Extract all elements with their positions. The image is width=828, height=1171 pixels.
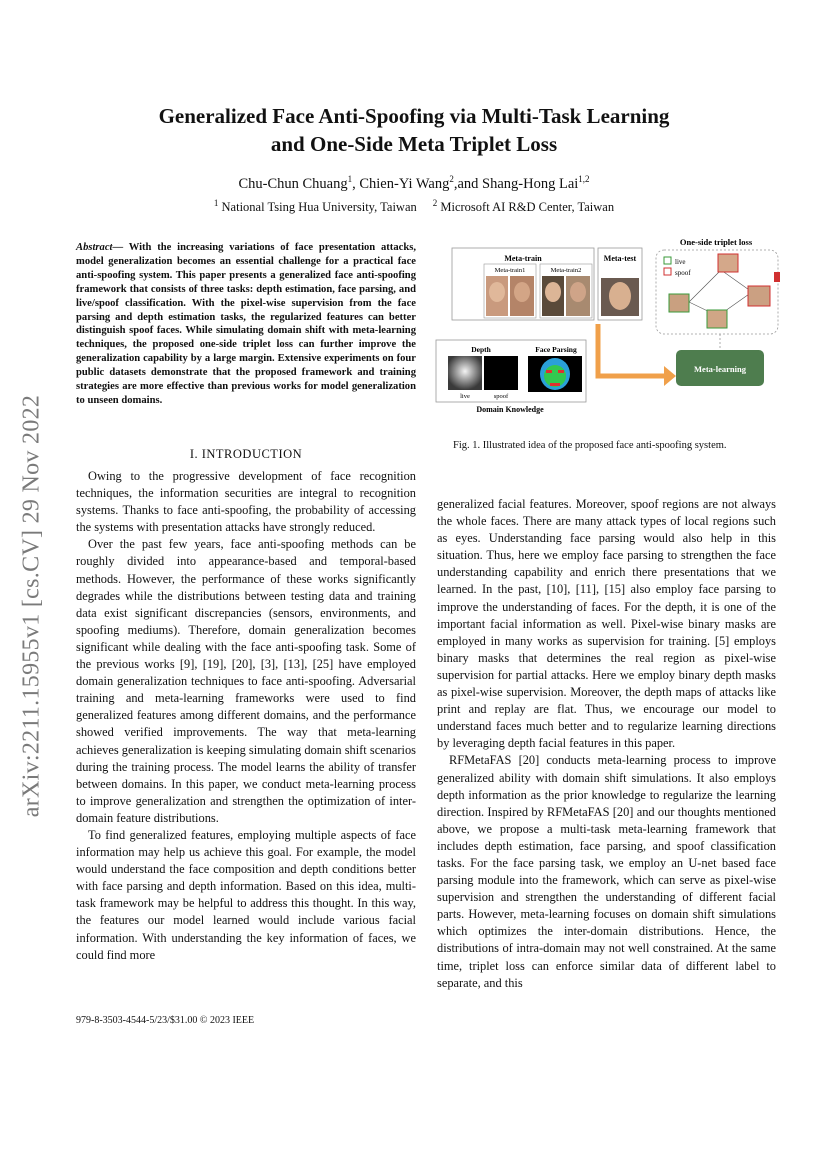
face-thumbnail bbox=[707, 310, 727, 328]
left-column-text bbox=[76, 468, 416, 964]
face-parsing-map bbox=[528, 356, 582, 392]
legend-spoof-label: spoof bbox=[675, 269, 691, 277]
flow-arrow bbox=[598, 324, 666, 376]
abstract-label: Abstract bbox=[76, 242, 113, 253]
meta-train1-label: Meta-train1 bbox=[494, 267, 526, 274]
face-thumbnail bbox=[542, 276, 590, 316]
triplet-loss-title: One-side triplet loss bbox=[679, 237, 753, 247]
figure-1 bbox=[434, 230, 780, 430]
right-column-text bbox=[437, 496, 776, 992]
flow-arrowhead bbox=[664, 366, 676, 386]
paper-title-line1: Generalized Face Anti-Spoofing via Multi-Task Learning bbox=[158, 104, 670, 128]
affiliation: National Tsing Hua University, Taiwan bbox=[221, 200, 417, 214]
copyright-footer: 979-8-3503-4544-5/23/$31.00 © 2023 IEEE bbox=[76, 1015, 255, 1026]
depth-label: Depth bbox=[471, 345, 491, 354]
author-list: Chu-Chun Chuang$^1$, Chien-Yi Wang$^2$,and Shang-Hong Lai$^{1,2}$ bbox=[238, 174, 590, 192]
section-heading: I. INTRODUCTION bbox=[189, 447, 303, 461]
figure-caption: Fig. 1. Illustrated idea of the proposed face anti-spoofing system. bbox=[453, 440, 727, 451]
paper-title-line2: and One-Side Meta Triplet Loss bbox=[270, 132, 558, 156]
meta-train2-label: Meta-train2 bbox=[550, 267, 582, 274]
depth-spoof-label: spoof bbox=[493, 393, 509, 400]
meta-train-label: Meta-train bbox=[504, 254, 542, 263]
paragraph: Over the past few years, face anti-spoofing methods can be roughly divided into appearance-based and temporal-based methods. However, the performance of these works significantly degrades while the distributions between testing data and training data exist significant discrepancies (sensors, environments, and spoofing mediums). Therefore, domain generalization becomes significant while dealing with the face anti-spoofing task. Some of the previous works [9], [19], [20], [3], [13], [25] have employed domain generalization techniques to face anti-spoofing. Adversarial training and meta-learning frameworks were used to find generalized features among different domains, and the performance showed verified improvements. The way that meta-learning achieves generalization is keeping simulating domain shift scenarios during the training process. The model learns the ability of transfer between domains. In this paper, we conduct meta-learning process to improve generalization and strengthen the optimization of inter-domain feature distributions. bbox=[76, 537, 416, 825]
author-name: Shang-Hong Lai bbox=[482, 176, 579, 192]
affiliations: $^1$ National Tsing Hua University, Taiwan $^2$ Microsoft AI R&D Center, Taiwan bbox=[213, 197, 615, 214]
author-name: Chien-Yi Wang bbox=[359, 176, 450, 192]
paragraph: RFMetaFAS [20] conducts meta-learning process to improve generalized ability with domain shift simulations. It also employs depth information as the prior knowledge to regularize the learning direction. Inspired by RFMetaFAS [20] and our thoughts mentioned above, we propose a multi-task meta-learning framework that includes depth estimation, face parsing, and spoof classification tasks. For the face parsing task, we employ an U-net based face parsing module into the framework, which can serve as pixel-wise supervision and strengthen the understanding of different facial parts. However, meta-learning focuses on domain shift simulations which optimizes the inter-domain distributions. Hence, the distributions of intra-domain may not well constrained. At the same time, triplet loss can enforce similar data of different label to separate, and this bbox=[437, 753, 776, 990]
depth-live-label: live bbox=[460, 393, 470, 400]
domain-knowledge-label: Domain Knowledge bbox=[476, 405, 544, 414]
affiliation: Microsoft AI R&D Center, Taiwan bbox=[440, 200, 615, 214]
depth-map-spoof bbox=[484, 356, 518, 390]
abstract: Abstract— With the increasing variations of face presentation attacks, model generalization becomes an essential challenge for a practical face anti-spoofing system. This paper presents a generalized face anti-spoofing framework that consists of three tasks: depth estimation, face parsing, and live/spoof classification. With the pixel-wise supervision from the face parsing and depth estimation tasks, the regularized features can better distinguish spoof faces. While simulating domain shift with meta-learning techniques, the proposed one-side triplet loss can further improve the generalization capability by a large margin. Extensive experiments on four public datasets demonstrate that the proposed framework and training strategies are more effective than previous works for model generalization to unseen domains. bbox=[76, 242, 416, 406]
depth-map-live bbox=[448, 356, 482, 390]
legend-spoof-swatch bbox=[664, 268, 671, 275]
legend-live-label: live bbox=[675, 258, 686, 266]
abstract-text: With the increasing variations of face presentation attacks, model generalization becomes an essential challenge for a practical face anti-spoofing system. This paper presents a generalized face anti-spoofing framework that consists of three tasks: depth estimation, face parsing, and live/spoof classification. With the pixel-wise supervision from the face parsing and depth estimation tasks, the regularized features can better distinguish spoof faces. While simulating domain shift with meta-learning techniques, the proposed one-side triplet loss can further improve the generalization capability by a large margin. Extensive experiments on four public datasets demonstrate that the proposed framework and training strategies are more effective than previous works for model generalization to unseen domains. bbox=[76, 242, 416, 406]
legend-live-swatch bbox=[664, 257, 671, 264]
paragraph: generalized facial features. Moreover, spoof regions are not always the whole faces. There are many attack types of local regions such as eyes. Understanding face parsing would also help in this situation. Thus, here we employ face parsing to strengthen the face understanding capability and enrich there presentations that we learned. In the past, [10], [11], [15] also employ face parsing to improve the understanding of faces. For the depth, it is one of the important facial information as well. Pixel-wise binary masks are employed in many works as supervision for training. [5] employs binary masks that determines the real region as pixel-wise supervision for partial attacks. Here we employ binary depth masks as pixel-wise supervision. Moreover, the depth maps of attacks like print and replay are flat. Thus, we encourage our model to understand faces much better and to regularize learning directions by leveraging depth facial features in this paper. bbox=[437, 497, 776, 751]
author-name: Chu-Chun Chuang bbox=[238, 176, 348, 192]
paragraph: To find generalized features, employing multiple aspects of face information may help us achieve this goal. For example, the model would understand the face composition and depth conditions better with face parsing and depth information. Based on this idea, multi-task framework may be helpful to address this thought. In this way, the features our model learned would include various facial information. With understanding the key information of faces, we could find more bbox=[76, 827, 416, 962]
paragraph: Owing to the progressive development of face recognition techniques, the information securities are integral to recognition systems. Thanks to face anti-spoofing, the probability of accessing the systems with presentation attacks have strongly reduced. bbox=[76, 469, 416, 535]
face-thumbnail bbox=[718, 254, 738, 272]
face-thumbnail bbox=[601, 278, 639, 316]
face-thumbnail bbox=[486, 276, 534, 316]
meta-learning-label: Meta-learning bbox=[694, 364, 746, 374]
face-thumbnail bbox=[669, 294, 689, 312]
face-parsing-label: Face Parsing bbox=[535, 345, 577, 354]
meta-test-label: Meta-test bbox=[603, 254, 637, 263]
face-thumbnail bbox=[748, 286, 770, 306]
arxiv-stamp: arXiv:2211.15955v1 [cs.CV] 29 Nov 2022 bbox=[18, 394, 45, 818]
